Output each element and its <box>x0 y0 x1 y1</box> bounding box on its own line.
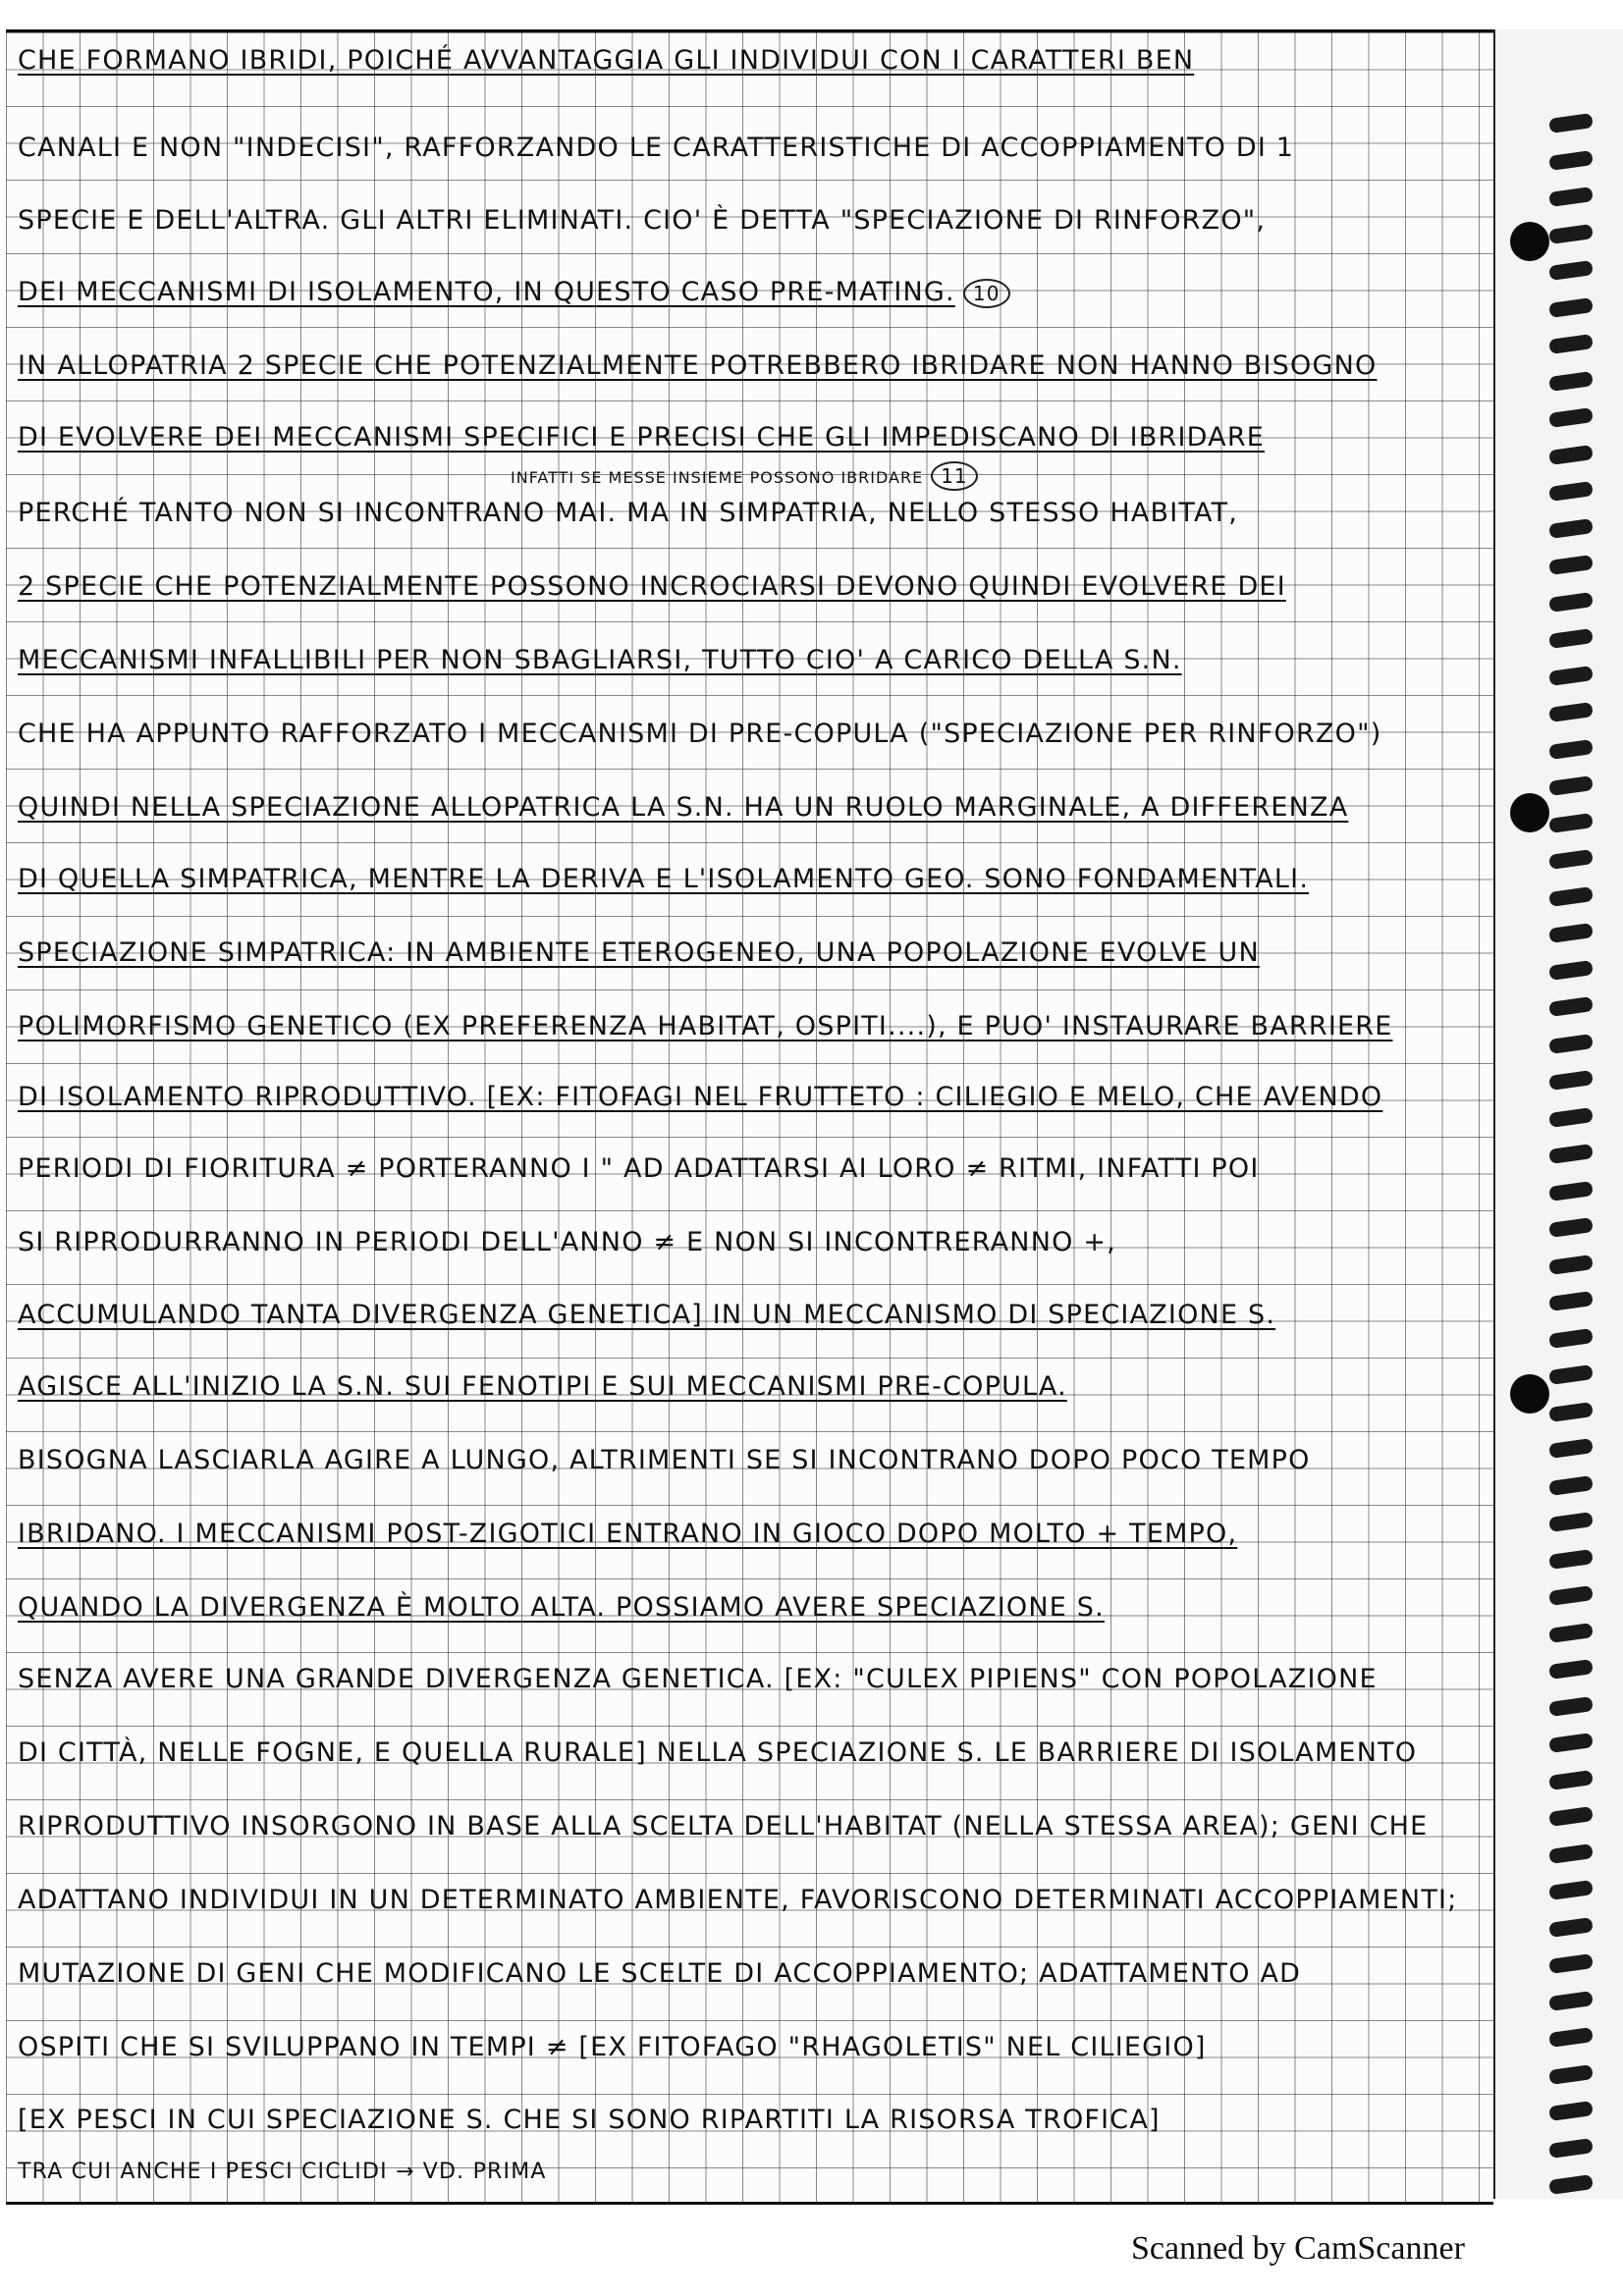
note-line: OSPITI CHE SI SVILUPPANO IN TEMPI ≠ [EX FITOFAGO "RHAGOLETIS" NEL CILIEGIO] <box>18 2032 1207 2062</box>
interline-note: INFATTI SE MESSE INSIEME POSSONO IBRIDARE 11 <box>511 461 978 491</box>
note-line: ADATTANO INDIVIDUI IN UN DETERMINATO AMBIENTE, FAVORISCONO DETERMINATI ACCOPPIAMENTI; <box>18 1885 1458 1915</box>
note-line: CHE HA APPUNTO RAFFORZATO I MECCANISMI DI PRE-COPULA ("SPECIAZIONE PER RINFORZO") <box>18 719 1382 749</box>
note-line: QUINDI NELLA SPECIAZIONE ALLOPATRICA LA S.N. HA UN RUOLO MARGINALE, A DIFFERENZA <box>18 792 1349 823</box>
note-line: DI EVOLVERE DEI MECCANISMI SPECIFICI E PRECISI CHE GLI IMPEDISCANO DI IBRIDARE <box>18 422 1266 453</box>
note-line: CHE FORMANO IBRIDI, POICHÉ AVVANTAGGIA GLI INDIVIDUI CON I CARATTERI BEN <box>18 45 1195 76</box>
note-line: DI CITTÀ, NELLE FOGNE, E QUELLA RURALE] NELLA SPECIAZIONE S. LE BARRIERE DI ISOLAMENTO <box>18 1737 1418 1768</box>
note-line: RIPRODUTTIVO INSORGONO IN BASE ALLA SCELTA DELL'HABITAT (NELLA STESSA AREA); GENI CHE <box>18 1811 1429 1842</box>
note-line: CANALI E NON "INDECISI", RAFFORZANDO LE CARATTERISTICHE DI ACCOPPIAMENTO DI 1 <box>18 133 1295 163</box>
note-line: BISOGNA LASCIARLA AGIRE A LUNGO, ALTRIMENTI SE SI INCONTRANO DOPO POCO TEMPO <box>18 1445 1311 1475</box>
scanner-watermark: Scanned by CamScanner <box>1131 2230 1465 2267</box>
note-line: PERIODI DI FIORITURA ≠ PORTERANNO I " AD ADATTARSI AI LORO ≠ RITMI, INFATTI POI <box>18 1153 1260 1184</box>
note-line: PERCHÉ TANTO NON SI INCONTRANO MAI. MA IN SIMPATRIA, NELLO STESSO HABITAT, <box>18 498 1239 528</box>
note-line: SPECIAZIONE SIMPATRICA: IN AMBIENTE ETEROGENEO, UNA POPOLAZIONE EVOLVE UN <box>18 937 1260 968</box>
circled-mark: 11 <box>931 461 977 491</box>
note-line: TRA CUI ANCHE I PESCI CICLIDI → VD. PRIMA <box>18 2160 547 2184</box>
note-line: IN ALLOPATRIA 2 SPECIE CHE POTENZIALMENTE POTREBBERO IBRIDARE NON HANNO BISOGNO <box>18 350 1378 381</box>
note-line: MECCANISMI INFALLIBILI PER NON SBAGLIARSI, TUTTO CIO' A CARICO DELLA S.N. <box>18 645 1182 675</box>
note-line: [EX PESCI IN CUI SPECIAZIONE S. CHE SI SONO RIPARTITI LA RISORSA TROFICA] <box>18 2105 1161 2135</box>
note-line: QUANDO LA DIVERGENZA È MOLTO ALTA. POSSIAMO AVERE SPECIAZIONE S. <box>18 1592 1105 1623</box>
note-line: AGISCE ALL'INIZIO LA S.N. SUI FENOTIPI E SUI MECCANISMI PRE-COPULA. <box>18 1371 1067 1402</box>
note-line: SENZA AVERE UNA GRANDE DIVERGENZA GENETICA. [EX: "CULEX PIPIENS" CON POPOLAZIONE <box>18 1664 1378 1694</box>
note-line: DEI MECCANISMI DI ISOLAMENTO, IN QUESTO CASO PRE-MATING. 10 <box>18 275 1486 310</box>
note-line: POLIMORFISMO GENETICO (EX PREFERENZA HABITAT, OSPITI....), E PUO' INSTAURARE BARRIERE <box>18 1011 1393 1041</box>
note-line: 2 SPECIE CHE POTENZIALMENTE POSSONO INCROCIARSI DEVONO QUINDI EVOLVERE DEI <box>18 571 1286 602</box>
note-line: SPECIE E DELL'ALTRA. GLI ALTRI ELIMINATI. CIO' È DETTA "SPECIAZIONE DI RINFORZO", <box>18 205 1267 236</box>
note-line: MUTAZIONE DI GENI CHE MODIFICANO LE SCELTE DI ACCOPPIAMENTO; ADATTAMENTO AD <box>18 1958 1302 1989</box>
note-line: ACCUMULANDO TANTA DIVERGENZA GENETICA] IN UN MECCANISMO DI SPECIAZIONE S. <box>18 1300 1276 1330</box>
note-line: DI QUELLA SIMPATRICA, MENTRE LA DERIVA E L'ISOLAMENTO GEO. SONO FONDAMENTALI. <box>18 864 1310 894</box>
circled-mark: 10 <box>963 279 1010 308</box>
note-line: IBRIDANO. I MECCANISMI POST-ZIGOTICI ENTRANO IN GIOCO DOPO MOLTO + TEMPO, <box>18 1519 1238 1549</box>
note-line: SI RIPRODURRANNO IN PERIODI DELL'ANNO ≠ E NON SI INCONTRERANNO +, <box>18 1227 1116 1257</box>
note-line: DI ISOLAMENTO RIPRODUTTIVO. [EX: FITOFAGI NEL FRUTTETO : CILIEGIO E MELO, CHE AVENDO <box>18 1082 1383 1112</box>
